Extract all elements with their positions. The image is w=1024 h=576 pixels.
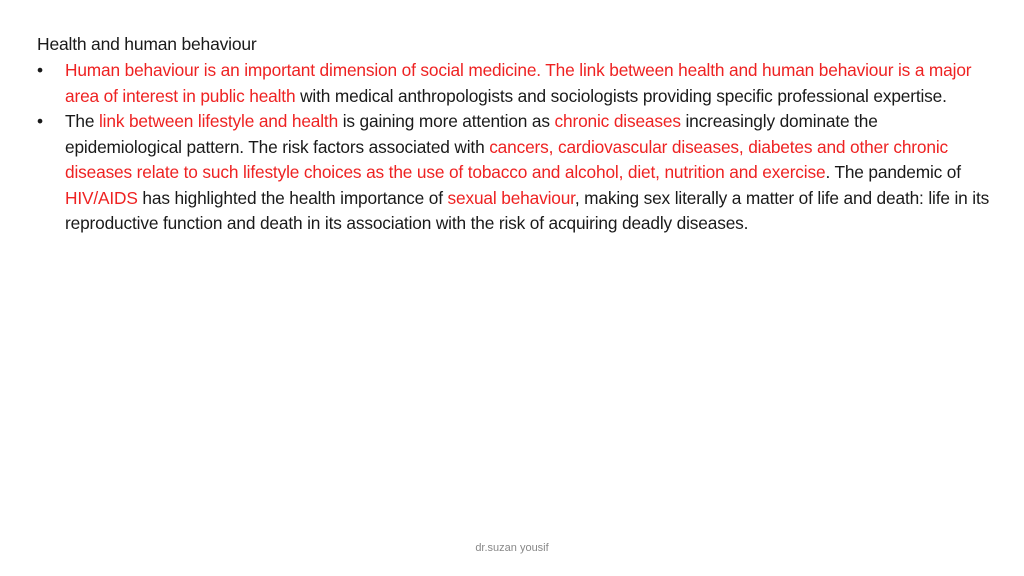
bullet-dot-icon: • xyxy=(37,111,43,131)
bullet-text-segment: has highlighted the health importance of xyxy=(137,187,448,208)
bullet-item xyxy=(37,58,997,109)
bullet-text-segment: , making sex literally a matter of life and death: life in its reproductive function and death in its association with the risk of acquiring deadly diseases. xyxy=(65,187,990,233)
slide-title: Health and human behaviour xyxy=(37,34,257,54)
bullet-text-segment: . The pandemic of xyxy=(825,162,961,182)
bullet-text-segment: cancers, cardiovascular diseases, diabetes and other chronic diseases relate to such lifestyle choices as the use of tobacco and alcohol, diet, nutrition and exercise xyxy=(65,136,948,182)
bullet-text-segment: is gaining more attention as xyxy=(338,111,555,131)
bullet-text-segment: increasingly dominate the epidemiological pattern. The risk factors associated with xyxy=(65,111,878,157)
footer-author: dr.suzan yousif xyxy=(475,542,549,554)
bullet-text-segment: link between lifestyle and health xyxy=(98,111,339,131)
bullet-text-segment: sexual behaviour xyxy=(447,187,575,208)
bullet-dot-icon: • xyxy=(37,60,43,80)
bullet-text-segment: HIV/AIDS xyxy=(65,187,138,208)
bullet-list xyxy=(37,58,997,237)
bullet-text-segment: with medical anthropologists and sociologists providing specific professional expertise. xyxy=(295,85,947,106)
bullet-text-segment: Human behaviour is an important dimension of social medicine. The link between health and human behaviour is a major area of interest in public health xyxy=(65,60,972,106)
bullet-item xyxy=(37,109,997,237)
bullet-text-segment: The xyxy=(65,111,99,131)
bullet-text-segment: chronic diseases xyxy=(554,111,681,131)
